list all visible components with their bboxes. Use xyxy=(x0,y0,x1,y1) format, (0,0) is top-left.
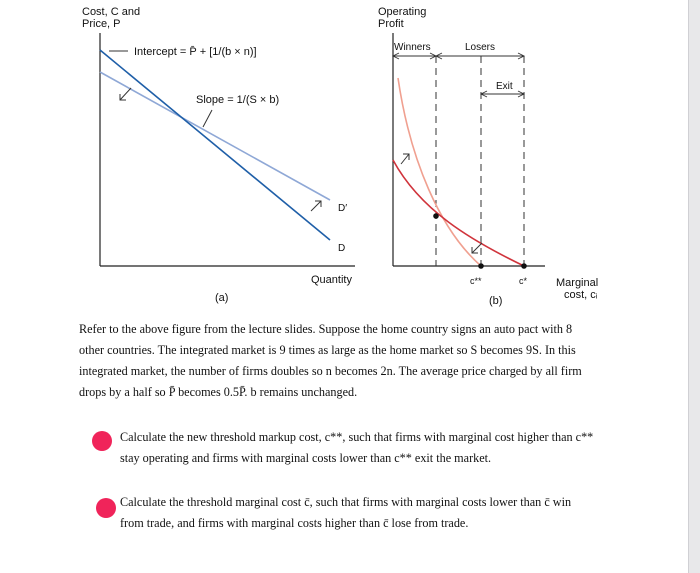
panel-a-tag: (a) xyxy=(215,292,229,304)
losers-label: Losers xyxy=(465,42,496,53)
paragraph-line-3: integrated market, the number of firms doubles so n becomes 2n. The average price charged by all firm xyxy=(79,364,582,378)
winners-range-arrow xyxy=(393,53,436,59)
panel-b-y-axis-label-2: Profit xyxy=(378,18,404,30)
intercept-label: Intercept = P̄ + [1/(b × n)] xyxy=(134,46,257,58)
problem-paragraph xyxy=(79,319,609,403)
slope-label: Slope = 1/(S × b) xyxy=(196,94,280,106)
paragraph-line-2: other countries. The integrated market is 9 times as large as the home market so S becomes 9S. In this xyxy=(79,343,576,357)
exit-label: Exit xyxy=(496,81,513,92)
d-label: D xyxy=(338,243,346,254)
profit-curve-before xyxy=(393,160,524,266)
profit-curve-after xyxy=(398,78,481,266)
panel-b-x-axis-label-2: cost, cᵢ xyxy=(564,289,598,301)
intersection-point xyxy=(433,213,439,219)
c-star-point xyxy=(521,263,527,269)
panel-a-y-axis-label-2: Price, P xyxy=(82,18,121,30)
panel-b-y-axis-label-1: Operating xyxy=(378,6,427,18)
scrollbar-track[interactable] xyxy=(688,0,700,573)
question-2-bullet xyxy=(96,498,116,518)
curve-shift-arrow-icon xyxy=(401,154,409,164)
question-1-line-2: stay operating and firms with marginal costs lower than c** exit the market. xyxy=(120,451,492,465)
question-1-line-1: Calculate the new threshold markup cost, c**, such that firms with marginal cost higher than c** xyxy=(120,430,594,444)
panel-a-y-axis-label-1: Cost, C and xyxy=(82,6,141,18)
c-star-label: c* xyxy=(519,276,528,286)
question-2-line-1: Calculate the threshold marginal cost c̄, such that firms with marginal costs lower than c̄ win xyxy=(120,495,572,509)
panel-a-x-axis-label: Quantity xyxy=(311,274,352,286)
winners-label: Winners xyxy=(394,42,431,53)
question-2-line-2: from trade, and firms with marginal costs higher than c̄ lose from trade. xyxy=(120,516,469,530)
panel-b-tag: (b) xyxy=(489,295,503,307)
question-1 xyxy=(120,427,620,469)
c-double-star-label: c** xyxy=(470,276,482,286)
paragraph-line-4: drops by a half so P̄ becomes 0.5P̄. b remains unchanged. xyxy=(79,385,358,399)
paragraph-line-1: Refer to the above figure from the lecture slides. Suppose the home country signs an auto pact with 8 xyxy=(79,322,573,336)
question-2 xyxy=(120,492,620,534)
d-prime-label: D′ xyxy=(338,203,348,214)
c-double-star-point xyxy=(478,263,484,269)
losers-range-arrow xyxy=(436,53,524,59)
panel-b-x-axis-label-1: Marginal xyxy=(556,277,599,289)
question-1-bullet xyxy=(92,431,112,451)
